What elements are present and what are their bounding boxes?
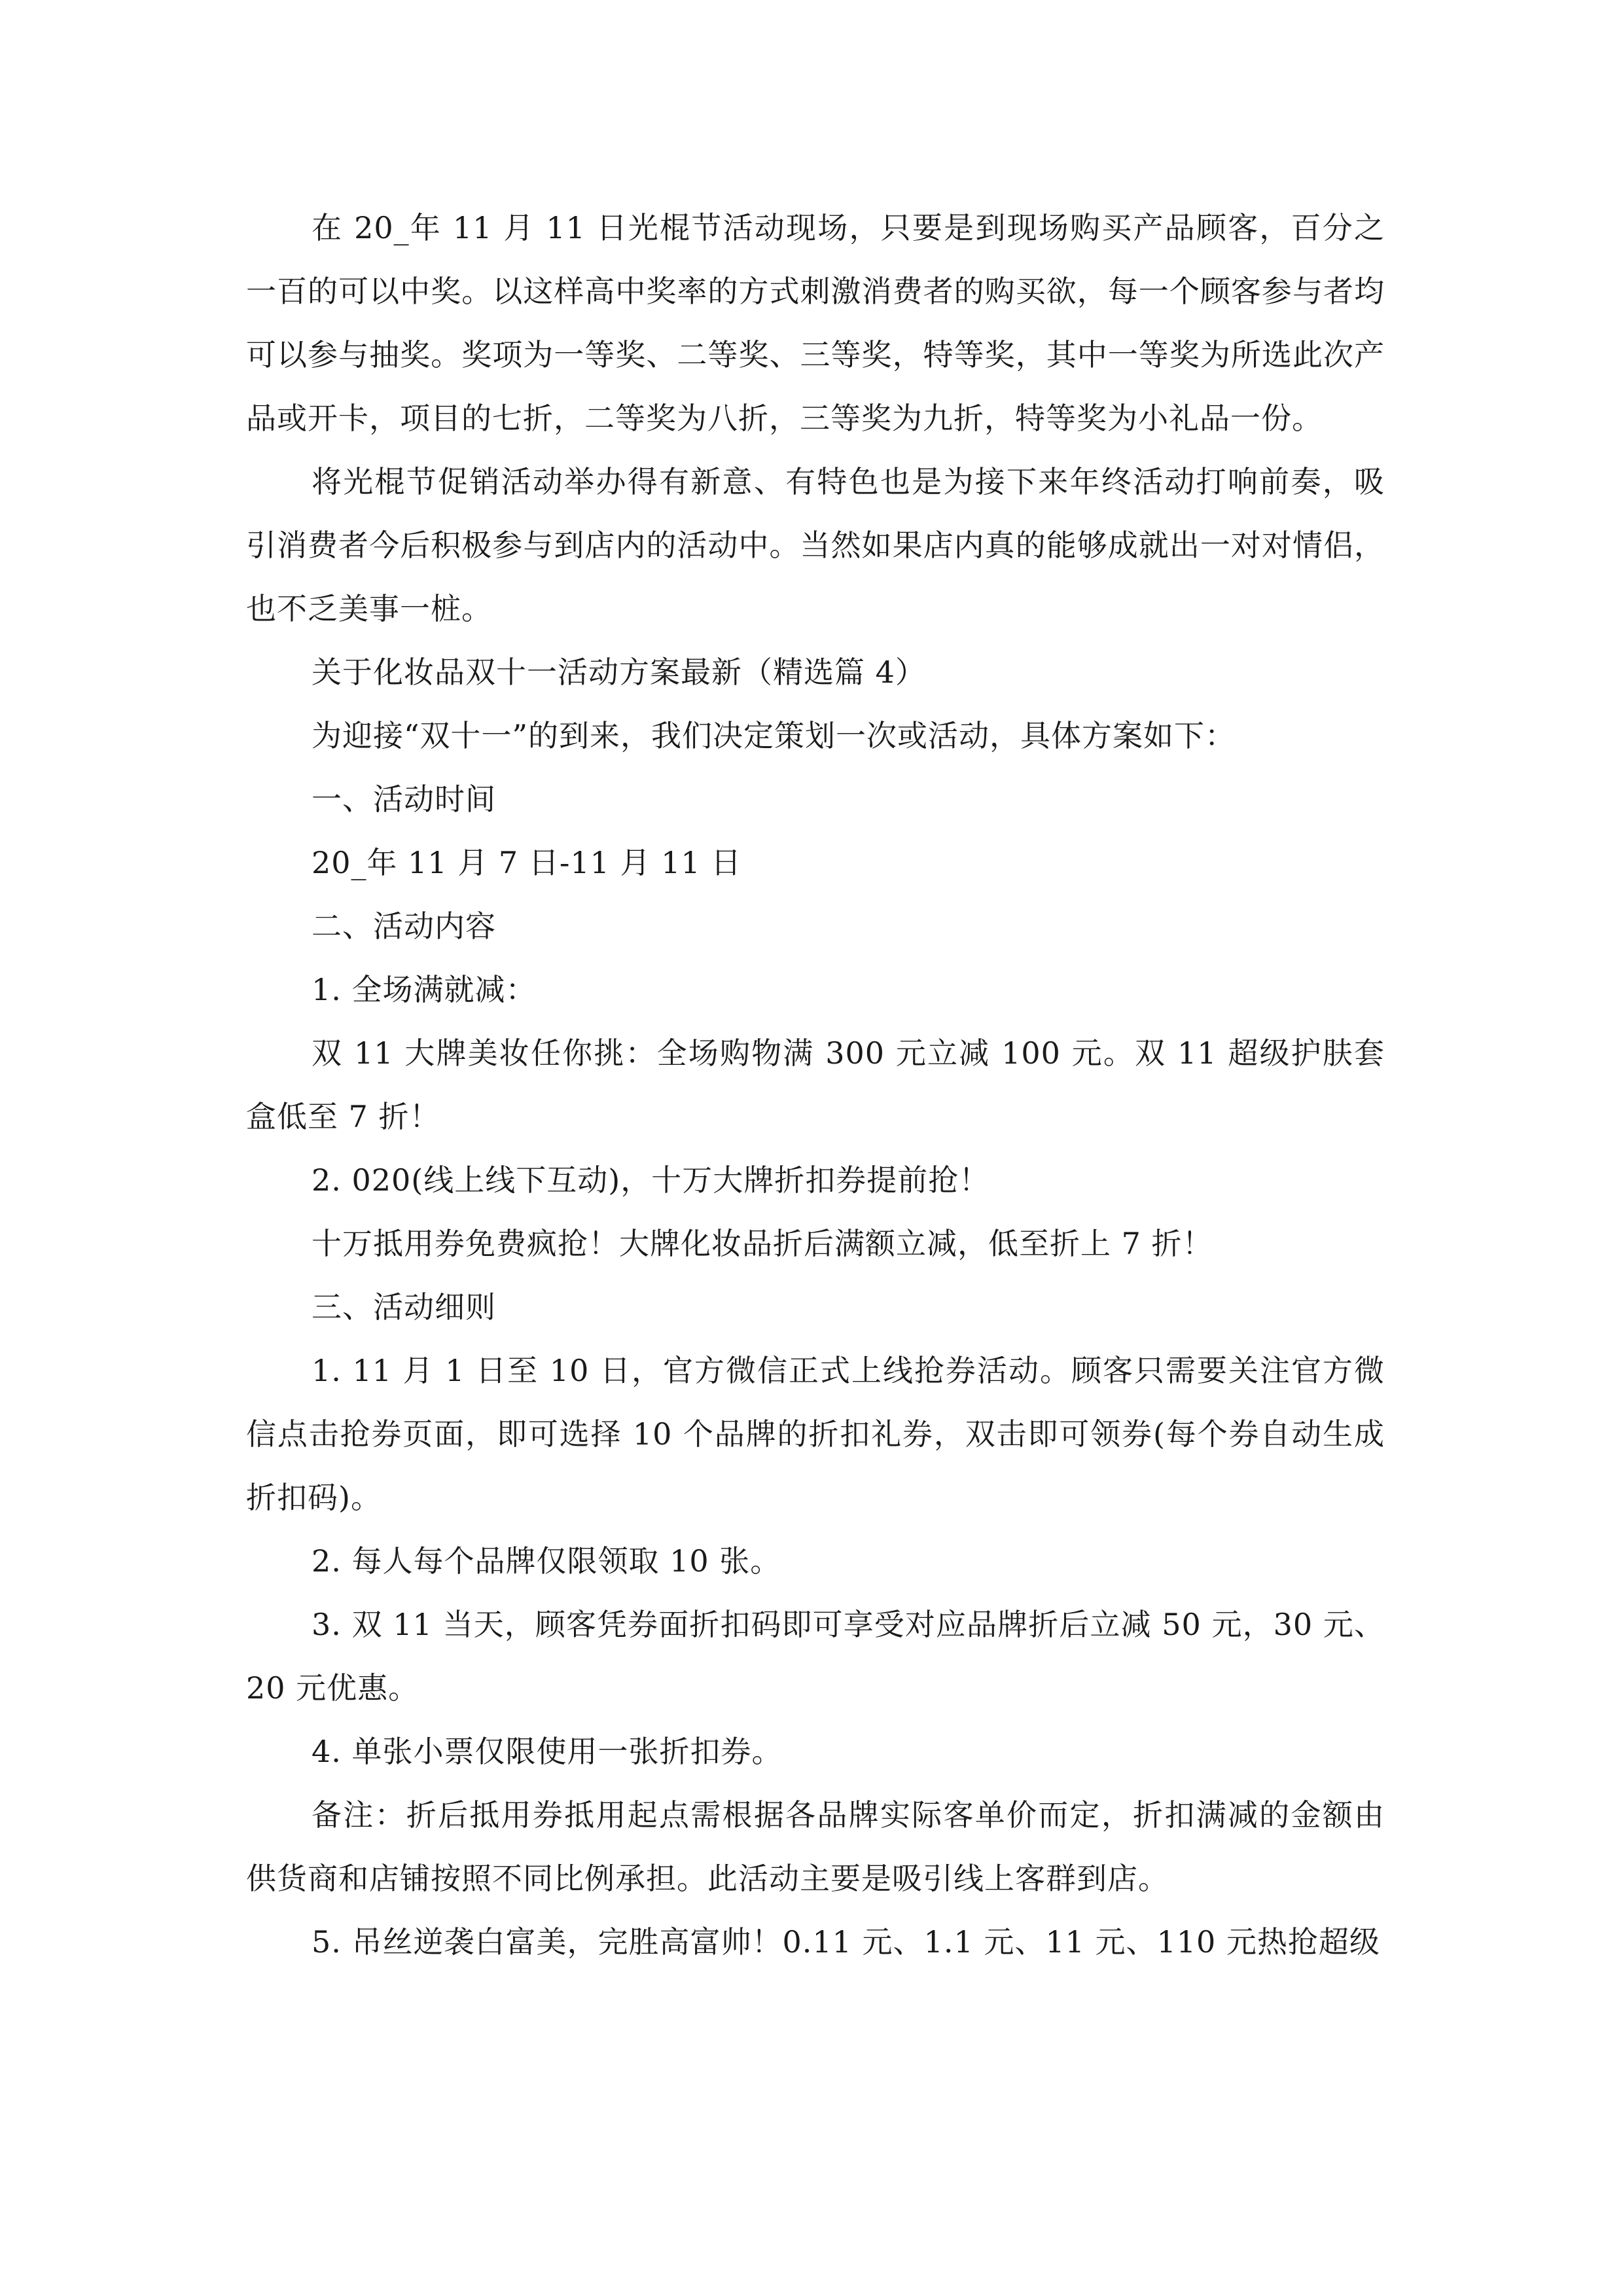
document-body xyxy=(246,196,1385,1974)
rule-1: 1. 11 月 1 日至 10 日，官方微信正式上线抢券活动。顾客只需要关注官方微信点击抢券页面，即可选择 10 个品牌的折扣礼券，双击即可领券(每个券自动生成折扣码)。 xyxy=(246,1353,1385,1515)
activity-date-range: 20_年 11 月 7 日-11 月 11 日 xyxy=(312,845,742,880)
remark: 备注：折后抵用券抵用起点需根据各品牌实际客单价而定，折扣满减的金额由供货商和店铺按照不同比例承担。此活动主要是吸引线上客群到店。 xyxy=(246,1797,1385,1896)
paragraph-lottery: 在 20_年 11 月 11 日光棍节活动现场，只要是到现场购买产品顾客，百分之一百的可以中奖。以这样高中奖率的方式刺激消费者的购买欲，每一个顾客参与者均可以参与抽奖。奖项为一等奖、二等奖、三等奖，特等奖，其中一等奖为所选此次产品或开卡，项目的七折，二等奖为八折，三等奖为九折，特等奖为小礼品一份。 xyxy=(246,210,1385,436)
rule-3: 3. 双 11 当天，顾客凭券面折扣码即可享受对应品牌折后立减 50 元，30 元、20 元优惠。 xyxy=(246,1607,1385,1706)
content-item-2-title: 2. 020(线上线下互动)，十万大牌折扣券提前抢！ xyxy=(312,1162,990,1198)
section-heading: 关于化妆品双十一活动方案最新（精选篇 4） xyxy=(312,655,926,690)
heading-activity-rules: 三、活动细则 xyxy=(312,1289,496,1325)
paragraph-intro: 为迎接“双十一”的到来，我们决定策划一次或活动，具体方案如下： xyxy=(312,718,1236,753)
heading-activity-time: 一、活动时间 xyxy=(312,781,496,817)
rule-5: 5. 吊丝逆袭白富美，完胜高富帅！0.11 元、1.1 元、11 元、110 元热抢超级 xyxy=(312,1924,1380,1960)
content-item-1-text: 双 11 大牌美妆任你挑：全场购物满 300 元立减 100 元。双 11 超级护肤套盒低至 7 折！ xyxy=(246,1035,1385,1134)
content-item-1-title: 1. 全场满就减： xyxy=(312,972,537,1007)
rule-4: 4. 单张小票仅限使用一张折扣券。 xyxy=(312,1734,783,1769)
heading-activity-content: 二、活动内容 xyxy=(312,908,496,944)
paragraph-innovation: 将光棍节促销活动举办得有新意、有特色也是为接下来年终活动打响前奏，吸引消费者今后积极参与到店内的活动中。当然如果店内真的能够成就出一对对情侣，也不乏美事一桩。 xyxy=(246,464,1385,626)
content-item-2-text: 十万抵用券免费疯抢！大牌化妆品折后满额立减，低至折上 7 折！ xyxy=(312,1226,1213,1261)
rule-2: 2. 每人每个品牌仅限领取 10 张。 xyxy=(312,1543,781,1579)
